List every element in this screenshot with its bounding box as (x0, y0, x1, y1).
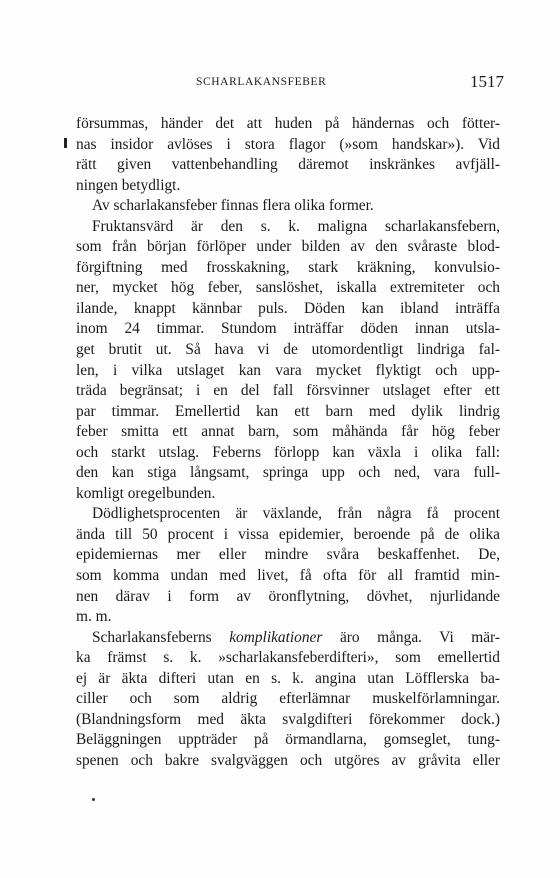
text-line: Av scharlakansfeber finnas flera olika former. (92, 197, 374, 215)
running-header (76, 72, 504, 96)
text-line: Fruktansvärd är den s. k. maligna scharlakansfebern, (92, 217, 500, 235)
text-line: träda begränsat; i en del fall försvinner utslaget efter ett (76, 382, 500, 400)
text-line: nen därav i form av öronflytning, dövhet, njurlidande (76, 587, 500, 605)
text-line: m. m. (76, 608, 112, 626)
text-line: förgiftning med frosskakning, stark kräkning, konvulsio- (76, 258, 500, 276)
text-line: inom 24 timmar. Stundom inträffar döden innan utsla- (76, 320, 500, 338)
margin-mark (64, 138, 67, 148)
text-line: Dödlighetsprocenten är växlande, från några få procent (92, 505, 500, 523)
text-line: get brutit ut. Så hava vi de utomordentligt lindriga fal- (76, 341, 500, 359)
text-line: Beläggningen uppträder på örmandlarna, gomseglet, tung- (76, 731, 500, 749)
text-line: försummas, händer det att huden på händernas och fötter- (76, 115, 500, 132)
body-text (76, 114, 500, 772)
text-line: ningen betydligt. (76, 176, 181, 194)
line-segment: äro många. Vi mär- (339, 628, 500, 646)
running-title: SCHARLAKANSFEBER (196, 76, 327, 88)
text-line (76, 628, 500, 649)
text-line: nas insidor avlöses i stora flagor (»som handskar»). Vid (76, 135, 500, 153)
text-line: feber smitta ett annat barn, som måhända får hög feber (76, 423, 500, 441)
text-line: som från början förlöper under bilden av den svåraste blod- (76, 238, 500, 256)
text-line: par timmar. Emellertid kan ett barn med dylik lindrig (76, 402, 500, 420)
page-number: 1517 (470, 72, 504, 91)
text-line: ända till 50 procent i vissa epidemier, beroende på de olika (76, 525, 500, 543)
text-line: spenen och bakre svalgväggen och utgöres av gråvita eller (76, 751, 500, 769)
text-line: den kan stiga långsamt, springa upp och ned, vara full- (76, 464, 500, 482)
text-line: len, i vilka utslaget kan vara mycket flyktigt och upp- (76, 361, 500, 379)
italic-term: komplikationer (229, 628, 323, 646)
text-line: ka främst s. k. »scharlakansfeberdifteri», som emellertid (76, 649, 500, 667)
text-line: och starkt utslag. Feberns förlopp kan växla i olika fall: (76, 443, 500, 461)
text-line: epidemiernas mer eller mindre svåra beskaffenhet. De, (76, 546, 500, 564)
text-line: ciller och som aldrig efterlämnar muskelförlamningar. (76, 690, 500, 708)
text-line: rätt given vattenbehandling däremot inskränkes avfjäll- (76, 156, 500, 174)
text-line: ilande, knappt kännbar puls. Döden kan ibland inträffa (76, 299, 500, 317)
line-segment: Scharlakansfeberns (92, 628, 212, 646)
text-line: (Blandningsform med äkta svalgdifteri förekommer dock.) (76, 710, 500, 728)
text-line: ej är äkta difteri utan en s. k. angina utan Löfflerska ba- (76, 669, 500, 687)
text-line: ner, mycket hög feber, sanslöshet, iskalla extremiteter och (76, 279, 500, 297)
print-speck (92, 798, 95, 801)
text-line: komligt oregelbunden. (76, 484, 216, 502)
text-line: som komma undan med livet, få ofta för all framtid min- (76, 567, 500, 585)
